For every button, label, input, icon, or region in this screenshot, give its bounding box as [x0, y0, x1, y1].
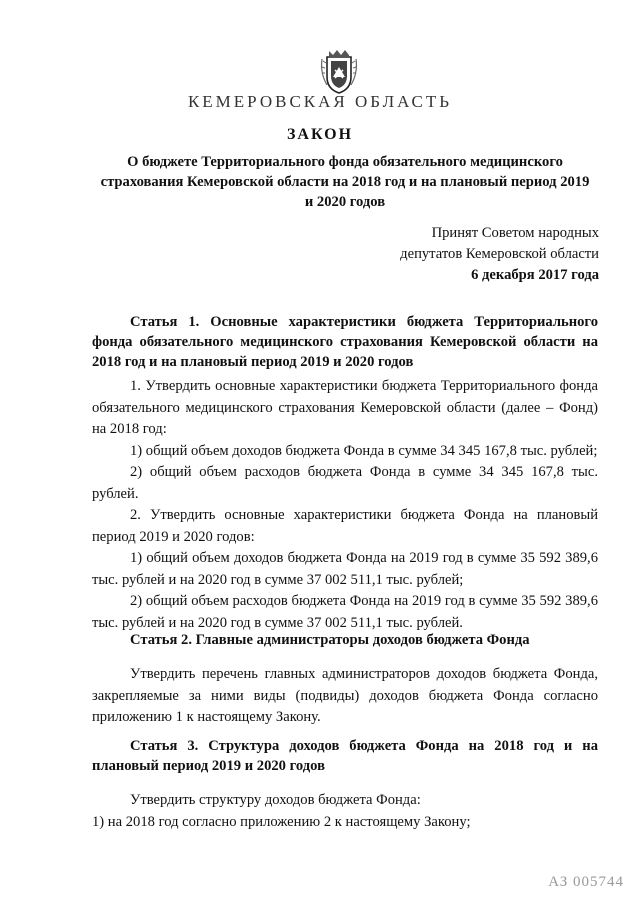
article-1-paragraph-3: 2) общий объем расходов бюджета Фонда в сумме 34 345 167,8 тыс. рублей. [92, 464, 598, 502]
serial-number-stamp: АЗ 005744 [548, 874, 624, 890]
article-1-paragraph-6: 2) общий объем расходов бюджета Фонда на 2019 год в сумме 35 592 389,6 тыс. рублей и на 2020 год в сумме 37 002 511,1 тыс. рублей. [92, 593, 598, 631]
adoption-block [339, 223, 599, 286]
article-1-heading: Статья 1. Основные характеристики бюджета Территориального фонда обязательного медицинского страхования Кемеровской области на 2018 год и на плановый период 2019 и 2020 годов [92, 314, 598, 370]
adoption-date: 6 декабря 2017 года [471, 267, 599, 283]
article-3-paragraph-2: 1) на 2018 год согласно приложению 2 к настоящему Закону; [92, 813, 471, 830]
article-2-paragraph-1: Утвердить перечень главных администраторов доходов бюджета Фонда, закрепляемые за ними виды (подвиды) доходов бюджета Фонда согласно приложению 1 к настоящему Закону. [92, 666, 598, 725]
article-1-paragraph-5: 1) общий объем доходов бюджета Фонда на 2019 год в сумме 35 592 389,6 тыс. рублей и на 2020 год в сумме 37 002 511,1 тыс. рублей; [92, 550, 598, 588]
article-1-paragraph-1: 1. Утвердить основные характеристики бюджета Территориального фонда обязательного медицинского страхования Кемеровской области (далее – Фонд) на 2018 год: [92, 378, 598, 437]
document-type: ЗАКОН [286, 126, 354, 143]
adoption-line-1: Принят Советом народных [431, 225, 599, 241]
article-2-heading: Статья 2. Главные администраторы доходов бюджета Фонда [130, 632, 530, 648]
article-2-body [92, 664, 598, 729]
article-3-body [92, 790, 598, 833]
adoption-line-2: депутатов Кемеровской области [400, 246, 599, 262]
article-1-paragraph-4: 2. Утвердить основные характеристики бюджета Фонда на плановый период 2019 и 2020 годов: [92, 507, 598, 545]
article-3-heading: Статья 3. Структура доходов бюджета Фонда на 2018 год и на плановый период 2019 и 2020 годов [92, 738, 598, 774]
article-1-body [92, 376, 598, 634]
article-3-paragraph-1: Утвердить структуру доходов бюджета Фонда: [130, 792, 421, 808]
coat-of-arms-emblem [319, 47, 359, 97]
region-name: КЕМЕРОВСКАЯ ОБЛАСТЬ [187, 92, 453, 111]
law-title: О бюджете Территориального фонда обязательного медицинского страхования Кемеровской области на 2018 год и на плановый период 2019 и 2020 годов [100, 154, 590, 210]
article-1-paragraph-2: 1) общий объем доходов бюджета Фонда в сумме 34 345 167,8 тыс. рублей; [130, 442, 598, 459]
